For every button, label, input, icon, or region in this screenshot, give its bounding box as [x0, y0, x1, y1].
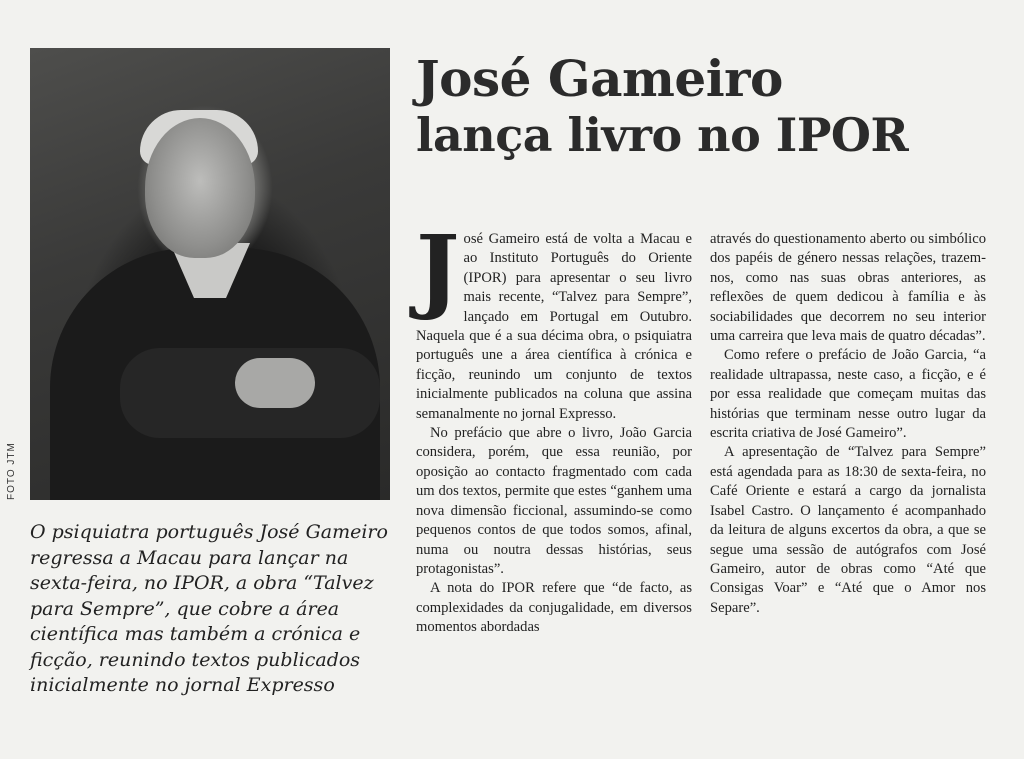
article-paragraph: Como refere o prefácio de João Garcia, “a realidade ultrapassa, neste caso, a ficção, e é por essa realidade que começam muitas das histórias que terminam nesse outro lugar da escrita criativa de José Gameiro”.: [710, 347, 986, 442]
article-column-2: [710, 230, 986, 618]
headline: [416, 50, 1016, 162]
article-paragraph: A apresentação de “Talvez para Sempre” está agendada para as 18:30 de sexta-feira, no Café Oriente e estará a cargo da jornalista Isabel Castro. O lançamento é acompanhado da leitura de alguns excertos da obra, a que se segue uma sessão de autógrafos com José Gameiro, autor de obras como “Até que Consigas Voar” e “Até que o Amor nos Separe”.: [710, 444, 986, 616]
headline-line-2: lança livro no IPOR: [416, 108, 909, 162]
photo-caption: O psiquiatra português José Gameiro regressa a Macau para lançar na sexta-feira, no IPOR, a obra “Talvez para Sempre”, que cobre a área científica mas também a crónica e ficção, reunindo textos publicados inicialmente no jornal Expresso: [30, 521, 388, 696]
author-photo: [30, 48, 390, 500]
article-paragraph: A nota do IPOR refere que “de facto, as complexidades da conjugalidade, em diversos momentos abordadas: [416, 580, 692, 636]
article-paragraph: [416, 215, 692, 424]
photo-credit: FOTO JTM: [6, 442, 17, 500]
headline-line-1: José Gameiro: [416, 49, 783, 108]
article-paragraph-text: osé Gameiro está de volta a Macau e ao Instituto Português do Oriente (IPOR) para apresentar o seu livro mais recente, “Talvez para Sempre”, lançado em Portugal em Outubro. Naquela que é a sua décima obra, o psiquiatra português une a área científica à crónica e ficção, reunindo um conjunto de textos inicialmente publicados na coluna que assina semanalmente no jornal Expresso.: [416, 231, 692, 422]
drop-cap: J: [416, 215, 460, 323]
article-paragraph: No prefácio que abre o livro, João Garcia considera, porém, que essa reunião, por oposição ao contacto fragmentado com cada um dos textos, permite que estes “ganhem uma nova dimensão ficcional, assumindo-se como pequenos contos de que todos somos, afinal, numa ou noutra dessas histórias, seus protagonistas”.: [416, 425, 692, 577]
photo-figure-head: [145, 118, 255, 258]
article-column-1: [416, 215, 692, 638]
article-paragraph: através do questionamento aberto ou simbólico dos papéis de género nessas relações, trazem-nos, como nas suas obras anteriores, as reflexões de quem dedicou à família e às sociabilidades que decorrem no seu interior uma carreira que leva mais de quatro décadas”.: [710, 231, 986, 345]
photo-figure-hand: [235, 358, 315, 408]
